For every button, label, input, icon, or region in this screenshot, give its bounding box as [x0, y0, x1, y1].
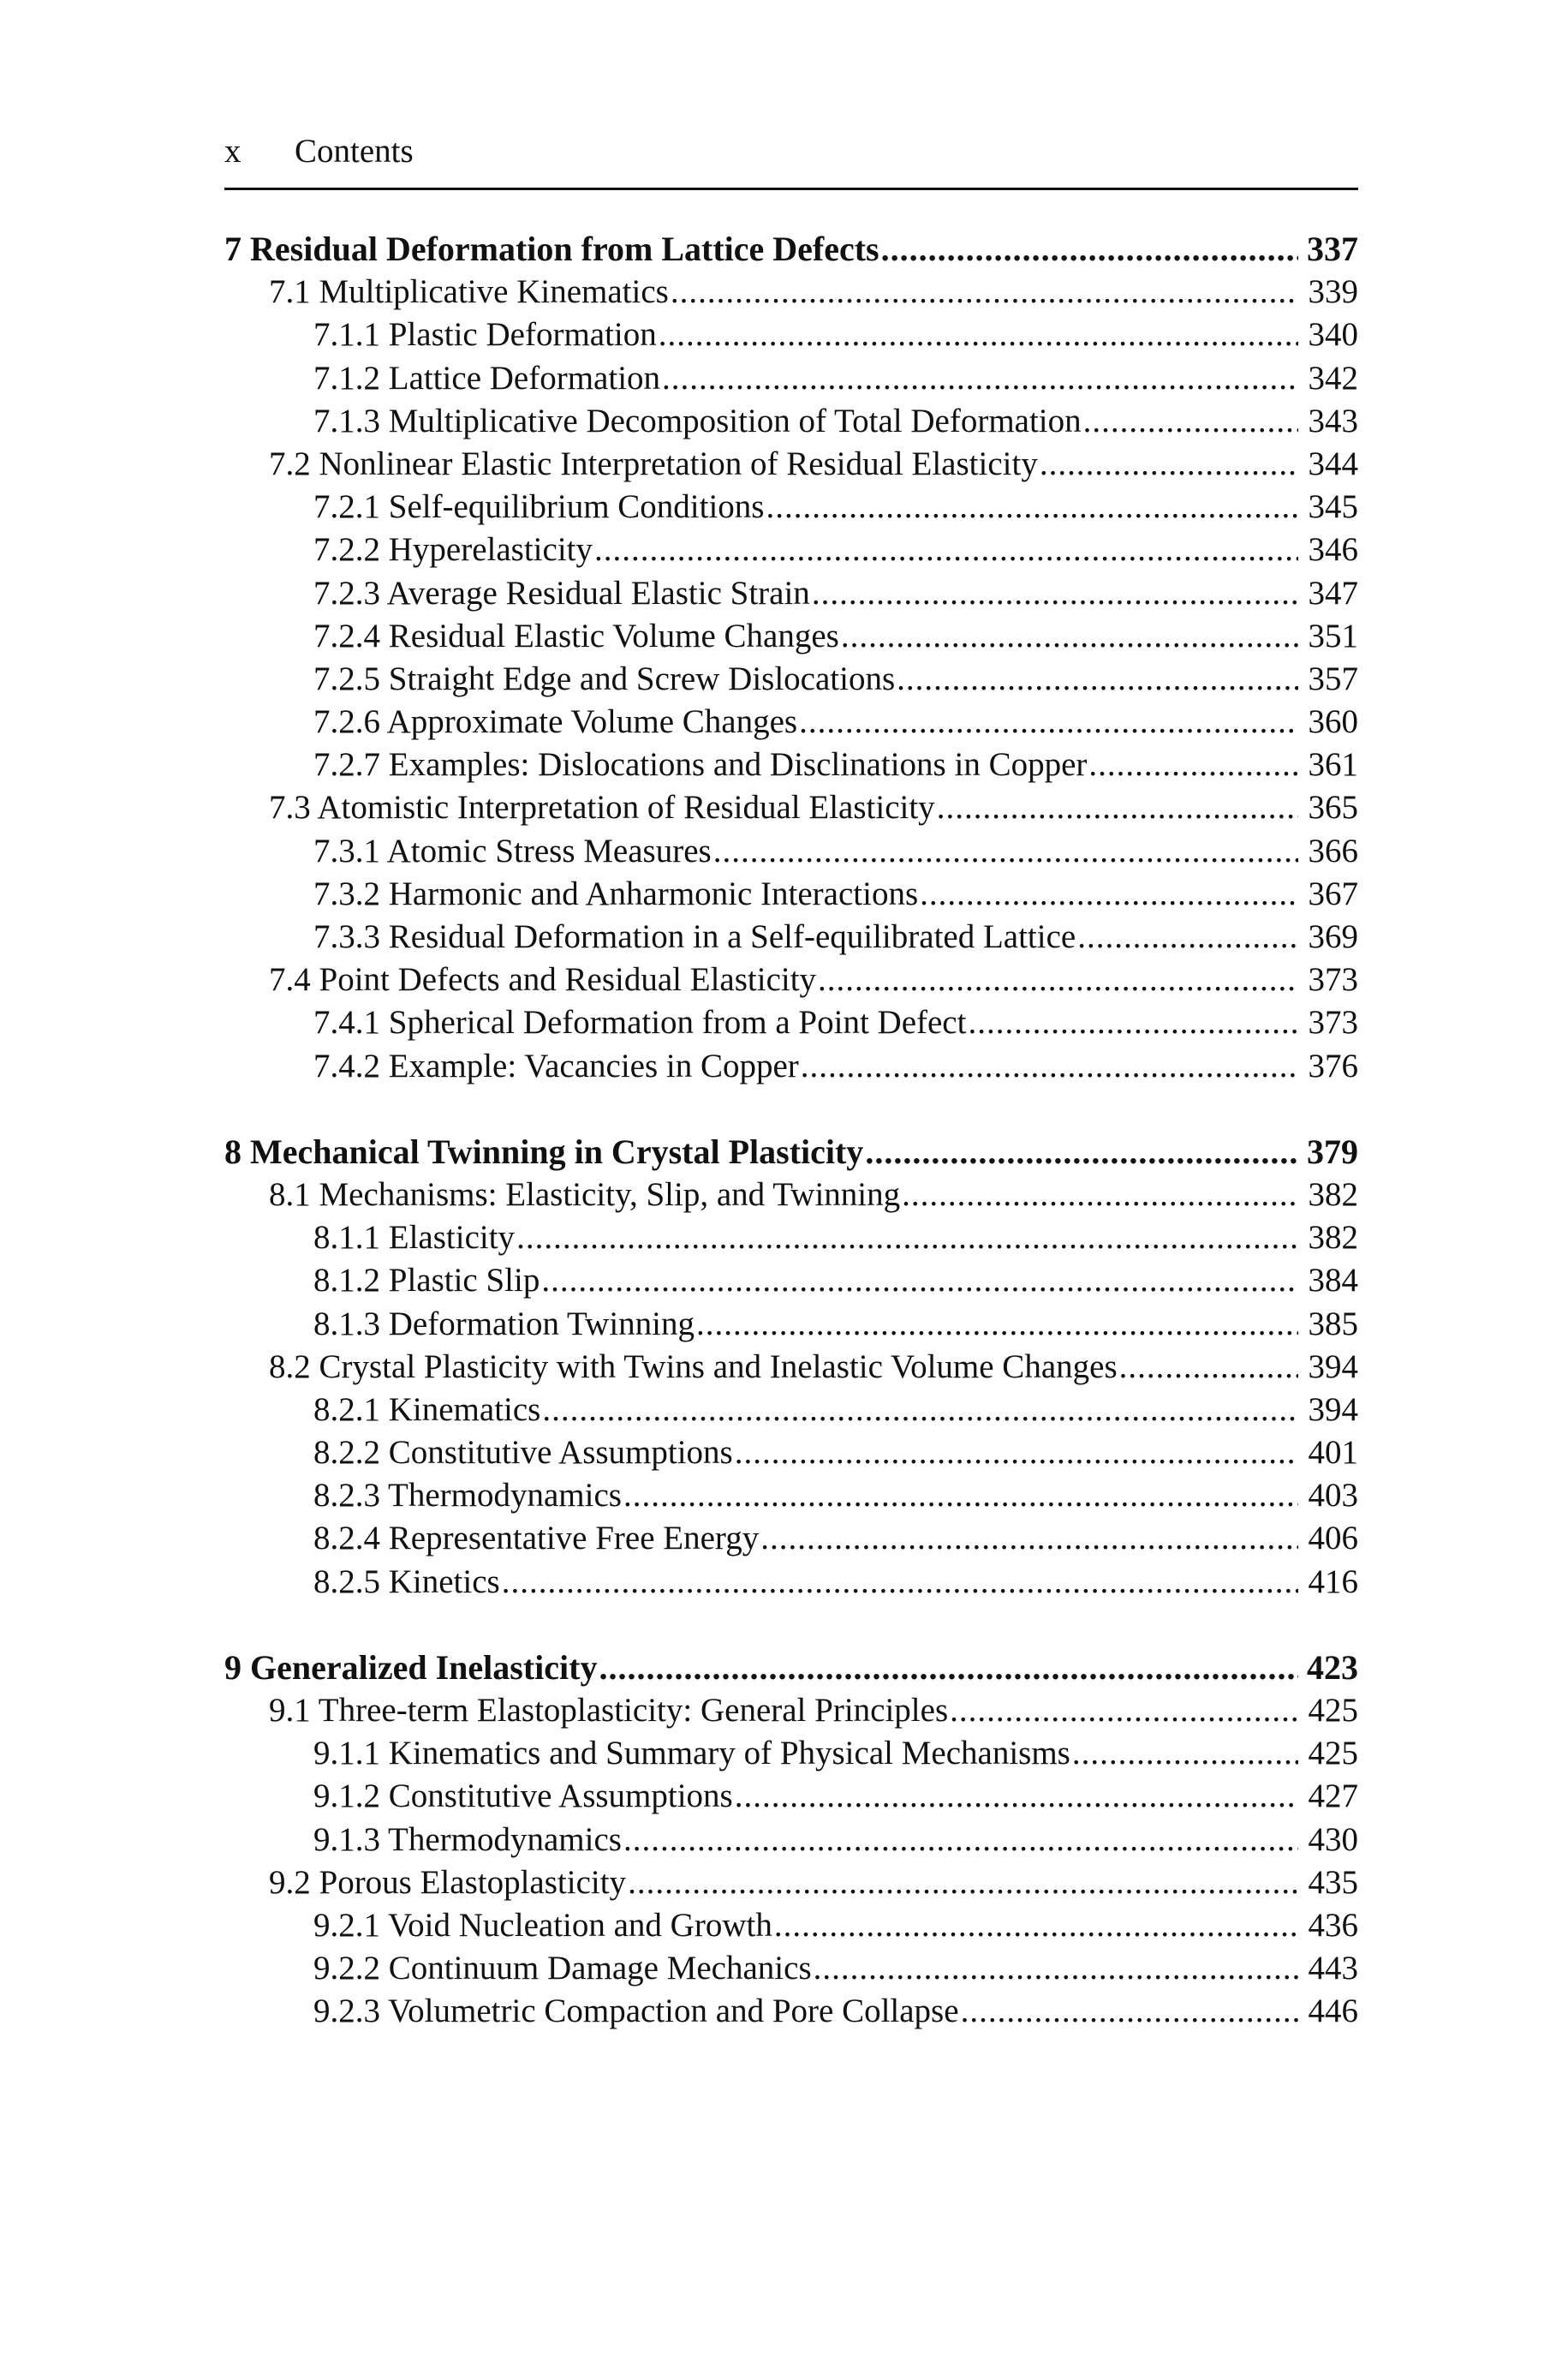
entry-title: 9.1.3 Thermodynamics [313, 1820, 622, 1858]
dot-leader [760, 1517, 1298, 1560]
entry-page-number: 394 [1308, 1390, 1358, 1428]
section-entry[interactable] [224, 1346, 1358, 1389]
entry-title: 8 Mechanical Twinning in Crystal Plasticity [224, 1132, 864, 1171]
subsection-entry[interactable] [224, 1045, 1358, 1088]
entry-title: 7.4.2 Example: Vacancies in Copper [313, 1047, 799, 1084]
subsection-entry[interactable] [224, 1947, 1358, 1990]
entry-page-number: 443 [1308, 1950, 1358, 1987]
entry-title: 7.2.6 Approximate Volume Changes [313, 703, 798, 741]
dot-leader [628, 1861, 1298, 1904]
subsection-entry[interactable] [224, 1517, 1358, 1560]
entry-page-number: 376 [1308, 1047, 1358, 1084]
entry-title: 9.1.1 Kinematics and Summary of Physical Mechanisms [313, 1735, 1070, 1772]
subsection-entry[interactable] [224, 1474, 1358, 1517]
dot-leader [1083, 400, 1298, 443]
dot-leader [799, 701, 1298, 744]
chapter-block [224, 1131, 1358, 1604]
subsection-entry[interactable] [224, 1990, 1358, 2033]
entry-page-number: 347 [1308, 574, 1358, 612]
entry-title: 7.1.1 Plastic Deformation [313, 316, 657, 354]
chapter-block [224, 228, 1358, 1088]
entry-page-number: 382 [1308, 1219, 1358, 1257]
dot-leader [818, 959, 1298, 1001]
dot-leader [623, 1474, 1298, 1517]
entry-page-number: 346 [1308, 531, 1358, 569]
subsection-entry[interactable] [224, 1303, 1358, 1346]
entry-title: 8.1.3 Deformation Twinning [313, 1305, 695, 1342]
entry-title: 7.2 Nonlinear Elastic Interpretation of Residual Elasticity [269, 445, 1038, 482]
dot-leader [735, 1775, 1298, 1818]
entry-title: 7.1.3 Multiplicative Decomposition of Total Deformation [313, 402, 1082, 439]
dot-leader [713, 830, 1298, 873]
subsection-entry[interactable] [224, 873, 1358, 916]
subsection-entry[interactable] [224, 1775, 1358, 1818]
entry-page-number: 430 [1308, 1820, 1358, 1858]
entry-title: 8.2.4 Representative Free Energy [313, 1520, 760, 1557]
subsection-entry[interactable] [224, 400, 1358, 443]
dot-leader [735, 1431, 1298, 1474]
dot-leader [961, 1990, 1298, 2033]
subsection-entry[interactable] [224, 744, 1358, 786]
entry-page-number: 340 [1308, 316, 1358, 354]
dot-leader [671, 271, 1298, 314]
dot-leader [696, 1303, 1298, 1346]
entry-page-number: 436 [1308, 1906, 1358, 1944]
entry-title: 8.1.2 Plastic Slip [313, 1262, 540, 1300]
subsection-entry[interactable] [224, 1732, 1358, 1775]
dot-leader [865, 1131, 1298, 1174]
entry-page-number: 351 [1308, 617, 1358, 654]
subsection-entry[interactable] [224, 615, 1358, 658]
table-of-contents [224, 228, 1358, 2034]
subsection-entry[interactable] [224, 1561, 1358, 1604]
dot-leader [659, 314, 1298, 356]
running-head [224, 130, 1358, 173]
entry-page-number: 401 [1308, 1434, 1358, 1472]
section-entry[interactable] [224, 959, 1358, 1001]
page-folio: x [224, 133, 241, 170]
entry-page-number: 357 [1308, 660, 1358, 697]
header-rule [224, 188, 1358, 190]
entry-page-number: 337 [1307, 230, 1358, 268]
entry-page-number: 366 [1308, 832, 1358, 869]
entry-page-number: 446 [1308, 1993, 1358, 2030]
entry-title: 8.1.1 Elasticity [313, 1219, 516, 1257]
entry-title: 9 Generalized Inelasticity [224, 1647, 598, 1687]
subsection-entry[interactable] [224, 486, 1358, 529]
entry-page-number: 384 [1308, 1262, 1358, 1300]
entry-title: 7.2.1 Self-equilibrium Conditions [313, 488, 765, 526]
entry-title: 7 Residual Deformation from Lattice Defects [224, 230, 879, 268]
entry-title: 8.2.1 Kinematics [313, 1390, 541, 1428]
entry-page-number: 373 [1308, 961, 1358, 999]
dot-leader [541, 1259, 1298, 1302]
chapter-entry[interactable] [224, 1131, 1358, 1174]
subsection-entry[interactable] [224, 314, 1358, 356]
entry-page-number: 382 [1308, 1175, 1358, 1213]
entry-title: 7.2.4 Residual Elastic Volume Changes [313, 617, 839, 654]
entry-title: 7.3 Atomistic Interpretation of Residual Elasticity [269, 789, 935, 827]
dot-leader [1119, 1346, 1298, 1389]
entry-title: 9.2 Porous Elastoplasticity [269, 1863, 627, 1901]
entry-page-number: 360 [1308, 703, 1358, 741]
entry-page-number: 342 [1308, 359, 1358, 397]
dot-leader [950, 1689, 1298, 1732]
entry-page-number: 345 [1308, 488, 1358, 526]
subsection-entry[interactable] [224, 658, 1358, 701]
entry-page-number: 406 [1308, 1520, 1358, 1557]
dot-leader [920, 873, 1298, 916]
dot-leader [968, 1001, 1298, 1044]
subsection-entry[interactable] [224, 357, 1358, 400]
chapter-block [224, 1646, 1358, 2034]
section-entry[interactable] [224, 443, 1358, 486]
subsection-entry[interactable] [224, 1216, 1358, 1259]
entry-page-number: 344 [1308, 445, 1358, 482]
dot-leader [542, 1389, 1298, 1431]
entry-title: 7.1.2 Lattice Deformation [313, 359, 661, 397]
dot-leader [774, 1904, 1298, 1947]
entry-title: 7.4 Point Defects and Residual Elasticity [269, 961, 817, 999]
section-entry[interactable] [224, 1689, 1358, 1732]
dot-leader [1072, 1732, 1298, 1775]
dot-leader [881, 228, 1298, 271]
entry-page-number: 425 [1308, 1735, 1358, 1772]
dot-leader [599, 1646, 1298, 1689]
dot-leader [594, 529, 1298, 571]
entry-title: 8.2 Crystal Plasticity with Twins and Inelastic Volume Changes [269, 1347, 1118, 1385]
entry-title: 7.2.7 Examples: Dislocations and Disclinations in Copper [313, 746, 1088, 784]
entry-title: 9.2.1 Void Nucleation and Growth [313, 1906, 772, 1944]
entry-page-number: 361 [1308, 746, 1358, 784]
subsection-entry[interactable] [224, 830, 1358, 873]
entry-title: 8.1 Mechanisms: Elasticity, Slip, and Twinning [269, 1175, 901, 1213]
subsection-entry[interactable] [224, 1389, 1358, 1431]
section-entry[interactable] [224, 1861, 1358, 1904]
dot-leader [1077, 916, 1298, 959]
dot-leader [502, 1561, 1298, 1604]
dot-leader [1088, 744, 1298, 786]
subsection-entry[interactable] [224, 1431, 1358, 1474]
subsection-entry[interactable] [224, 529, 1358, 571]
entry-page-number: 416 [1308, 1562, 1358, 1600]
running-head-title: Contents [295, 133, 414, 170]
entry-title: 8.2.5 Kinetics [313, 1562, 500, 1600]
entry-page-number: 379 [1307, 1132, 1358, 1171]
entry-title: 8.2.3 Thermodynamics [313, 1477, 622, 1515]
entry-title: 7.2.5 Straight Edge and Screw Dislocations [313, 660, 896, 697]
dot-leader [766, 486, 1298, 529]
entry-title: 7.2.3 Average Residual Elastic Strain [313, 574, 810, 612]
subsection-entry[interactable] [224, 701, 1358, 744]
dot-leader [662, 357, 1298, 400]
section-entry[interactable] [224, 1174, 1358, 1216]
dot-leader [801, 1045, 1298, 1088]
entry-title: 9.1.2 Constitutive Assumptions [313, 1778, 733, 1815]
chapter-entry[interactable] [224, 1646, 1358, 1689]
entry-page-number: 343 [1308, 402, 1358, 439]
dot-leader [814, 1947, 1298, 1990]
dot-leader [812, 572, 1298, 615]
chapter-entry[interactable] [224, 228, 1358, 271]
subsection-entry[interactable] [224, 916, 1358, 959]
entry-page-number: 403 [1308, 1477, 1358, 1515]
entry-title: 9.2.3 Volumetric Compaction and Pore Collapse [313, 1993, 959, 2030]
entry-title: 8.2.2 Constitutive Assumptions [313, 1434, 733, 1472]
entry-page-number: 423 [1307, 1647, 1358, 1687]
dot-leader [897, 658, 1298, 701]
subsection-entry[interactable] [224, 1819, 1358, 1861]
entry-page-number: 427 [1308, 1778, 1358, 1815]
entry-title: 9.1 Three-term Elastoplasticity: General Principles [269, 1692, 949, 1729]
entry-title: 7.2.2 Hyperelasticity [313, 531, 593, 569]
entry-page-number: 367 [1308, 875, 1358, 912]
section-entry[interactable] [224, 786, 1358, 829]
entry-page-number: 373 [1308, 1004, 1358, 1042]
entry-title: 7.1 Multiplicative Kinematics [269, 273, 669, 311]
dot-leader [1040, 443, 1298, 486]
subsection-entry[interactable] [224, 1001, 1358, 1044]
entry-page-number: 394 [1308, 1347, 1358, 1385]
entry-title: 7.4.1 Spherical Deformation from a Point Defect [313, 1004, 967, 1042]
dot-leader [902, 1174, 1298, 1216]
subsection-entry[interactable] [224, 572, 1358, 615]
dot-leader [937, 786, 1298, 829]
entry-page-number: 435 [1308, 1863, 1358, 1901]
subsection-entry[interactable] [224, 1259, 1358, 1302]
entry-page-number: 365 [1308, 789, 1358, 827]
subsection-entry[interactable] [224, 1904, 1358, 1947]
dot-leader [623, 1819, 1298, 1861]
entry-title: 7.3.1 Atomic Stress Measures [313, 832, 712, 869]
entry-page-number: 385 [1308, 1305, 1358, 1342]
entry-title: 7.3.3 Residual Deformation in a Self-equilibrated Lattice [313, 918, 1076, 955]
entry-title: 7.3.2 Harmonic and Anharmonic Interactions [313, 875, 919, 912]
entry-page-number: 369 [1308, 918, 1358, 955]
entry-page-number: 339 [1308, 273, 1358, 311]
entry-title: 9.2.2 Continuum Damage Mechanics [313, 1950, 812, 1987]
dot-leader [516, 1216, 1298, 1259]
section-entry[interactable] [224, 271, 1358, 314]
entry-page-number: 425 [1308, 1692, 1358, 1729]
dot-leader [841, 615, 1298, 658]
